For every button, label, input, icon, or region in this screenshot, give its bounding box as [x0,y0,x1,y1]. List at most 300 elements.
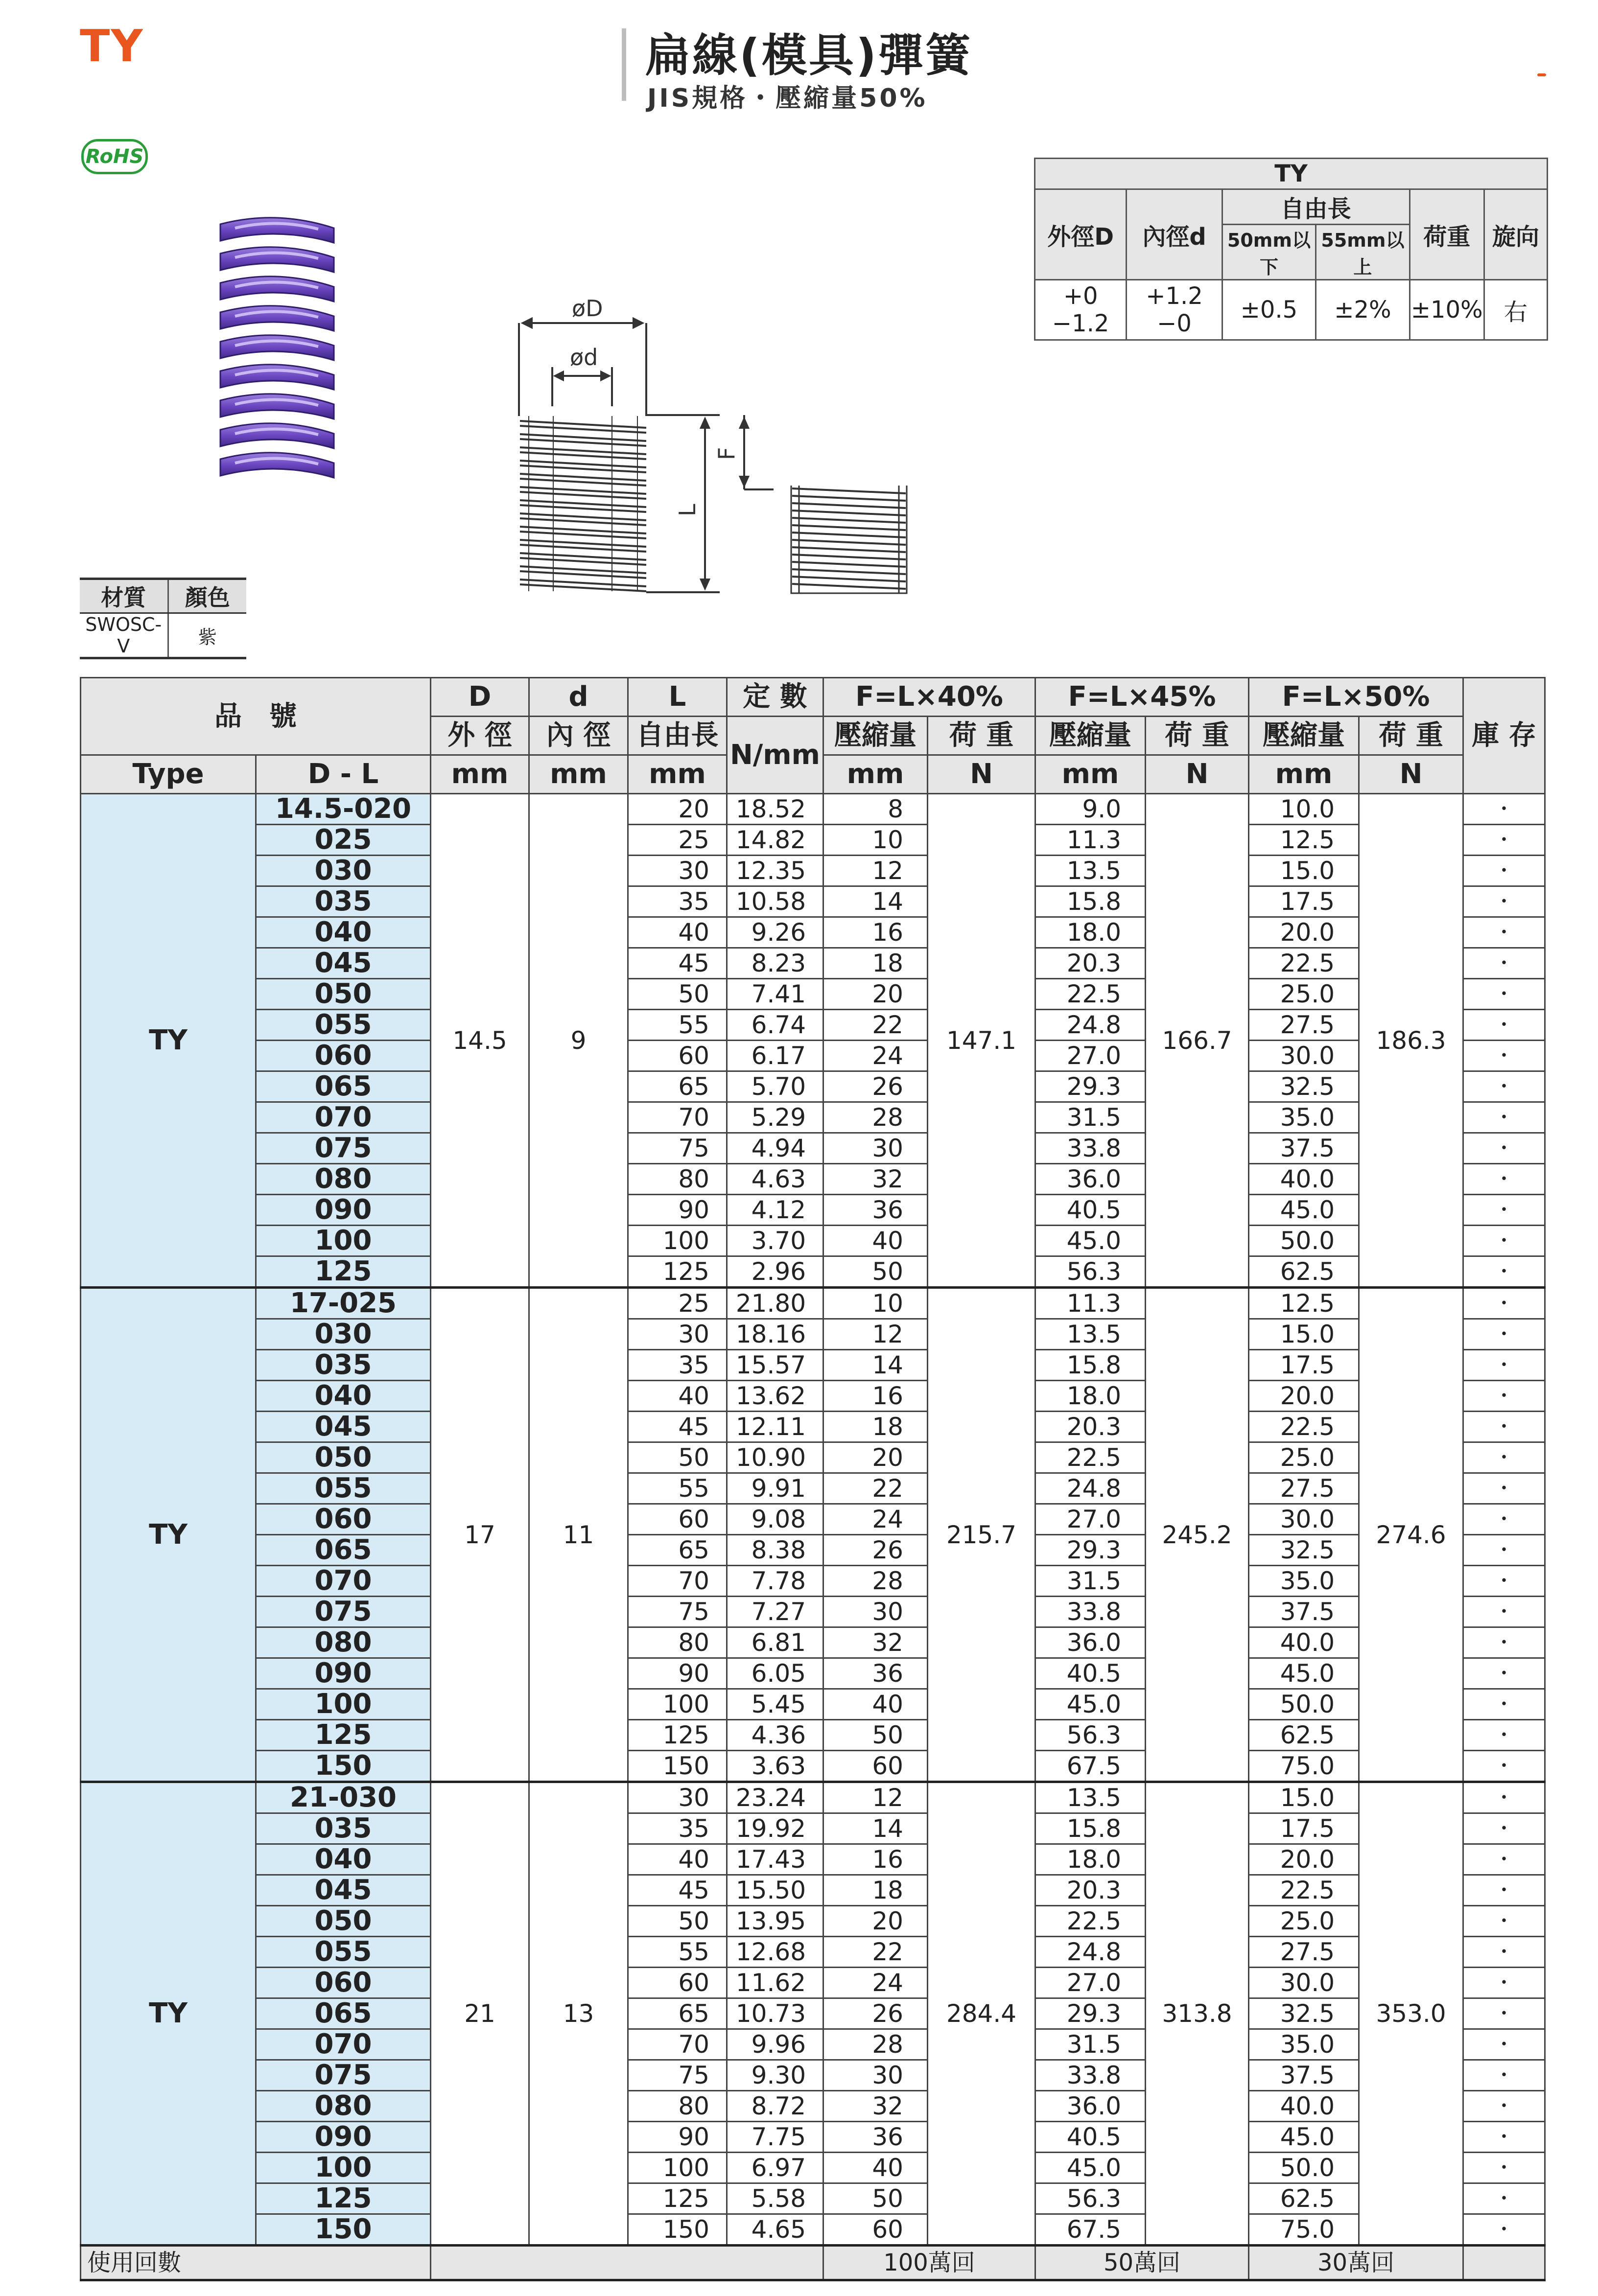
constant-cell: 9.96 [727,2029,823,2060]
f50-comp-cell: 25.0 [1249,979,1359,1010]
f40-comp-cell: 10 [823,825,928,856]
table-row [81,1875,1545,1906]
f40-comp-cell: 20 [823,1442,928,1473]
spring-coil [220,453,334,478]
free-length-cell: 80 [628,2091,727,2122]
f45-comp-cell: 33.8 [1035,1597,1146,1627]
stock-cell: ・ [1463,1412,1545,1442]
part-code-cell: 030 [256,1319,431,1350]
free-length-cell: 60 [628,1968,727,1998]
table-row [81,1844,1545,1875]
tol-free-len-header: 自由長 [1222,189,1410,225]
free-length-cell: 100 [628,2153,727,2183]
free-length-cell: 70 [628,1102,727,1133]
constant-unit-header: N/mm [727,717,823,794]
outer-dia-cell: 21 [431,1782,529,2246]
free-length-cell: 90 [628,2122,727,2153]
part-code-cell: 080 [256,1627,431,1658]
f50-comp-cell: 25.0 [1249,1442,1359,1473]
part-code-cell: 050 [256,1906,431,1937]
stock-cell: ・ [1463,1195,1545,1226]
constant-cell: 3.70 [727,1226,823,1256]
f50-comp-cell: 32.5 [1249,1535,1359,1566]
constant-cell: 8.72 [727,2091,823,2122]
diagram-comp-coil-line [792,540,906,545]
spring-coil [220,423,334,448]
f45-comp-cell: 15.8 [1035,886,1146,917]
stock-cell: ・ [1463,1597,1545,1627]
constant-cell: 15.57 [727,1350,823,1381]
constant-cell: 11.62 [727,1968,823,1998]
f50-comp-cell: 37.5 [1249,2060,1359,2091]
diagram-comp-coil-line [792,562,906,567]
table-row [81,1133,1545,1164]
f45-comp-cell: 18.0 [1035,917,1146,948]
free-length-cell: 55 [628,1473,727,1504]
f40-comp-cell: 40 [823,2153,928,2183]
diagram-comp-coil-line [792,510,906,515]
constant-cell: 5.45 [727,1689,823,1720]
stock-cell: ・ [1463,1319,1545,1350]
part-code-cell: 150 [256,1751,431,1782]
stock-header: 庫 存 [1463,678,1545,794]
part-code-cell: 150 [256,2214,431,2246]
f45-comp-cell: 29.3 [1035,1535,1146,1566]
f50-comp-cell: 75.0 [1249,1751,1359,1782]
stock-cell: ・ [1463,917,1545,948]
tol-outer-value [1035,280,1127,340]
tol-load-value: ±10% [1410,280,1484,340]
f40-comp-cell: 40 [823,1226,928,1256]
stock-cell: ・ [1463,1041,1545,1071]
part-code-cell: 035 [256,886,431,917]
usage-stock-spacer [1463,2246,1545,2280]
diagram-coil-line [520,487,646,499]
inner-dia-cell: 13 [529,1782,628,2246]
page-subtitle: JIS規格・壓縮量50% [647,84,928,113]
stock-cell: ・ [1463,1844,1545,1875]
constant-cell: 14.82 [727,825,823,856]
f40-load-unit: N [928,755,1035,794]
free-length-cell: 80 [628,1627,727,1658]
f50-comp-cell: 27.5 [1249,1010,1359,1041]
f40-comp-cell: 20 [823,979,928,1010]
f40-comp-cell: 50 [823,1256,928,1288]
f45-comp-cell: 13.5 [1035,1782,1146,1813]
free-length-cell: 65 [628,1535,727,1566]
constant-cell: 12.68 [727,1937,823,1968]
tolerance-title: TY [1035,159,1548,189]
diagram-coil-line [520,553,646,565]
f50-comp-cell: 30.0 [1249,1504,1359,1535]
tol-wind-value: 右 [1484,280,1547,340]
free-length-cell: 45 [628,1875,727,1906]
f50-comp-cell: 20.0 [1249,917,1359,948]
stock-cell: ・ [1463,1937,1545,1968]
f40-comp-cell: 16 [823,1381,928,1412]
stock-cell: ・ [1463,1071,1545,1102]
constant-cell: 3.63 [727,1751,823,1782]
f45-comp-cell: 40.5 [1035,2122,1146,2153]
diagram-coil-line [520,513,646,525]
f50-comp-cell: 45.0 [1249,1658,1359,1689]
type-cell: TY [81,1782,256,2246]
stock-cell: ・ [1463,1627,1545,1658]
free-length-cell: 40 [628,1381,727,1412]
f40-comp-cell: 22 [823,1010,928,1041]
outer-dia-cell: 14.5 [431,794,529,1288]
rohs-badge: RoHS [81,139,148,174]
f45-comp-cell: 22.5 [1035,979,1146,1010]
stock-cell: ・ [1463,1133,1545,1164]
f40-comp-cell: 16 [823,1844,928,1875]
diagram-comp-coil-line [792,577,906,581]
part-code-cell: 065 [256,1998,431,2029]
free-length-cell: 20 [628,794,727,825]
f50-comp-cell: 40.0 [1249,1164,1359,1195]
L-unit: mm [628,755,727,794]
f45-load-cell: 245.2 [1146,1288,1249,1782]
f50-comp-cell: 45.0 [1249,2122,1359,2153]
table-row [81,917,1545,948]
part-code-cell: 090 [256,1195,431,1226]
constant-cell: 19.92 [727,1813,823,1844]
f40-comp-cell: 28 [823,1566,928,1597]
free-length-cell: 100 [628,1689,727,1720]
constant-cell: 13.95 [727,1906,823,1937]
f40-comp-cell: 32 [823,1164,928,1195]
f40-comp-cell: 14 [823,1350,928,1381]
f40-comp-cell: 18 [823,948,928,979]
f50-comp-cell: 15.0 [1249,1319,1359,1350]
part-code-cell: 050 [256,979,431,1010]
table-row [81,825,1545,856]
usage-f50: 30萬回 [1249,2246,1463,2280]
f50-comp-cell: 35.0 [1249,2029,1359,2060]
table-row [81,2214,1545,2246]
constant-cell: 13.62 [727,1381,823,1412]
diagram-coil-line [520,447,646,459]
f50-load-cell: 274.6 [1359,1288,1463,1782]
constant-header: 定 數 [727,678,823,717]
f45-comp-cell: 18.0 [1035,1381,1146,1412]
f40-comp-cell: 16 [823,917,928,948]
part-code-cell: 100 [256,1689,431,1720]
part-code-cell: 075 [256,2060,431,2091]
table-row [81,1256,1545,1288]
f45-comp-unit: mm [1035,755,1146,794]
free-length-cell: 30 [628,1782,727,1813]
f40-comp-cell: 40 [823,1689,928,1720]
part-code-cell: 045 [256,1875,431,1906]
f50-comp-cell: 20.0 [1249,1844,1359,1875]
f45-comp-cell: 36.0 [1035,1164,1146,1195]
free-length-cell: 70 [628,1566,727,1597]
constant-cell: 7.27 [727,1597,823,1627]
f40-header: F=L×40% [823,678,1035,717]
f40-load-cell: 147.1 [928,794,1035,1288]
f40-comp-cell: 28 [823,1102,928,1133]
free-length-cell: 70 [628,2029,727,2060]
tol-free-a-value: ±0.5 [1222,280,1316,340]
f40-comp-cell: 36 [823,1195,928,1226]
part-code-cell: 045 [256,948,431,979]
f45-comp-cell: 31.5 [1035,2029,1146,2060]
f50-comp-cell: 62.5 [1249,1256,1359,1288]
table-row [81,1658,1545,1689]
free-length-cell: 125 [628,1720,727,1751]
free-length-cell: 25 [628,825,727,856]
constant-cell: 5.29 [727,1102,823,1133]
tol-free-len-b: 55mm以上 [1316,225,1410,280]
table-row [81,1906,1545,1937]
f50-comp-cell: 27.5 [1249,1937,1359,1968]
free-length-cell: 50 [628,979,727,1010]
free-length-cell: 75 [628,1597,727,1627]
f45-comp-cell: 36.0 [1035,1627,1146,1658]
f45-comp-cell: 45.0 [1035,1226,1146,1256]
f45-comp-cell: 22.5 [1035,1442,1146,1473]
constant-cell: 9.91 [727,1473,823,1504]
f50-comp-cell: 50.0 [1249,1689,1359,1720]
table-row [81,1412,1545,1442]
constant-cell: 6.17 [727,1041,823,1071]
stock-cell: ・ [1463,886,1545,917]
f40-comp-cell: 20 [823,1906,928,1937]
f45-comp-cell: 45.0 [1035,2153,1146,2183]
f50-comp-cell: 27.5 [1249,1473,1359,1504]
tol-inner-value [1127,280,1222,340]
f50-load-cell: 186.3 [1359,794,1463,1288]
f50-comp-cell: 32.5 [1249,1071,1359,1102]
f45-comp-header: 壓縮量 [1035,717,1146,755]
diagram-coil-line [520,527,646,538]
material-value: SWOSC-V [80,613,168,658]
free-length-cell: 150 [628,2214,727,2246]
f50-load-cell: 353.0 [1359,1782,1463,2246]
table-row [81,794,1545,825]
part-number-header: 品 號 [81,678,431,755]
stock-cell: ・ [1463,1689,1545,1720]
diagram-comp-coil-line [792,547,906,552]
constant-cell: 6.05 [727,1658,823,1689]
tol-outer-plus: +0 [1063,282,1098,310]
constant-cell: 5.70 [727,1071,823,1102]
f50-load-header: 荷 重 [1359,717,1463,755]
f40-comp-cell: 32 [823,2091,928,2122]
table-row [81,979,1545,1010]
f40-comp-cell: 36 [823,1658,928,1689]
part-code-cell: 040 [256,1381,431,1412]
free-length-cell: 35 [628,1350,727,1381]
constant-cell: 21.80 [727,1288,823,1319]
free-length-cell: 75 [628,1133,727,1164]
type-cell: TY [81,794,256,1288]
f50-comp-cell: 32.5 [1249,1998,1359,2029]
constant-cell: 6.74 [727,1010,823,1041]
material-table [80,578,246,659]
table-row [81,1350,1545,1381]
f40-comp-cell: 30 [823,2060,928,2091]
dl-header: D - L [256,755,431,794]
f50-comp-cell: 35.0 [1249,1102,1359,1133]
spring-coil [220,277,334,301]
f45-load-unit: N [1146,755,1249,794]
table-row [81,2153,1545,2183]
inner-dia-cell: 9 [529,794,628,1288]
inner-dia-cell: 11 [529,1288,628,1782]
free-length-cell: 40 [628,1844,727,1875]
diagram-inner-d-label: ød [570,344,598,371]
title-divider [622,28,626,101]
table-row [81,1319,1545,1350]
usage-count-label: 使用回數 [81,2246,431,2280]
f45-comp-cell: 24.8 [1035,1473,1146,1504]
table-row [81,948,1545,979]
diagram-coil-line [520,421,646,433]
table-row [81,1010,1545,1041]
stock-cell: ・ [1463,2060,1545,2091]
stock-cell: ・ [1463,794,1545,825]
f45-comp-cell: 56.3 [1035,1256,1146,1288]
f45-comp-cell: 9.0 [1035,794,1146,825]
stock-cell: ・ [1463,1102,1545,1133]
f45-comp-cell: 29.3 [1035,1071,1146,1102]
f45-comp-cell: 40.5 [1035,1195,1146,1226]
free-length-cell: 90 [628,1195,727,1226]
constant-cell: 23.24 [727,1782,823,1813]
free-length-cell: 125 [628,1256,727,1288]
stock-cell: ・ [1463,825,1545,856]
f50-comp-cell: 75.0 [1249,2214,1359,2246]
part-code-cell: 030 [256,856,431,886]
f40-comp-cell: 18 [823,1875,928,1906]
f40-comp-header: 壓縮量 [823,717,928,755]
table-row [81,2183,1545,2214]
part-code-cell: 060 [256,1968,431,1998]
f50-comp-cell: 50.0 [1249,1226,1359,1256]
f40-load-header: 荷 重 [928,717,1035,755]
f45-comp-cell: 56.3 [1035,1720,1146,1751]
part-code-cell: 125 [256,2183,431,2214]
f50-comp-cell: 40.0 [1249,1627,1359,1658]
diagram-coil-line [520,461,646,472]
f50-comp-cell: 10.0 [1249,794,1359,825]
f40-comp-cell: 60 [823,1751,928,1782]
stock-cell: ・ [1463,979,1545,1010]
table-row [81,1627,1545,1658]
f40-load-cell: 215.7 [928,1288,1035,1782]
part-code-cell: 040 [256,917,431,948]
free-length-cell: 30 [628,856,727,886]
f50-load-unit: N [1359,755,1463,794]
free-length-cell: 30 [628,1319,727,1350]
part-code-cell: 080 [256,1164,431,1195]
f50-comp-cell: 40.0 [1249,2091,1359,2122]
f50-comp-cell: 22.5 [1249,1412,1359,1442]
part-code-cell: 070 [256,2029,431,2060]
f45-load-header: 荷 重 [1146,717,1249,755]
f50-comp-cell: 62.5 [1249,2183,1359,2214]
usage-spacer [431,2246,823,2280]
free-length-cell: 35 [628,1813,727,1844]
f45-comp-cell: 27.0 [1035,1504,1146,1535]
f50-comp-cell: 37.5 [1249,1133,1359,1164]
free-length-cell: 40 [628,917,727,948]
free-length-cell: 75 [628,2060,727,2091]
table-row [81,1195,1545,1226]
diagram-comp-coil-line [792,518,906,523]
f45-comp-cell: 31.5 [1035,1102,1146,1133]
part-code-cell: 125 [256,1256,431,1288]
f50-comp-cell: 17.5 [1249,1813,1359,1844]
tol-inner-plus: +1.2 [1146,282,1203,310]
f40-comp-cell: 22 [823,1473,928,1504]
table-row [81,1288,1545,1319]
f50-comp-cell: 15.0 [1249,856,1359,886]
constant-cell: 7.41 [727,979,823,1010]
stock-cell: ・ [1463,1658,1545,1689]
f40-comp-cell: 26 [823,1071,928,1102]
spring-coil [220,247,334,272]
part-code-cell: 17-025 [256,1288,431,1319]
type-cell: TY [81,1288,256,1782]
part-code-cell: 040 [256,1844,431,1875]
free-length-cell: 50 [628,1442,727,1473]
d-header: d [529,678,628,717]
constant-cell: 4.36 [727,1720,823,1751]
diagram-comp-coil-line [792,488,906,493]
part-code-cell: 075 [256,1597,431,1627]
table-row [81,856,1545,886]
stock-cell: ・ [1463,1720,1545,1751]
spring-diagram [499,274,930,617]
f45-comp-cell: 22.5 [1035,1906,1146,1937]
diagram-coil-line [520,566,646,578]
f50-header: F=L×50% [1249,678,1463,717]
constant-cell: 8.38 [727,1535,823,1566]
part-code-cell: 125 [256,1720,431,1751]
table-row [81,2029,1545,2060]
tol-outer-minus: −1.2 [1052,310,1109,337]
tol-outer-header: 外徑D [1035,189,1127,280]
constant-cell: 4.63 [727,1164,823,1195]
constant-cell: 4.12 [727,1195,823,1226]
f45-header: F=L×45% [1035,678,1249,717]
f40-comp-cell: 12 [823,856,928,886]
stock-cell: ・ [1463,1751,1545,1782]
stock-cell: ・ [1463,1473,1545,1504]
table-row [81,2122,1545,2153]
outer-dia-header: 外 徑 [431,717,529,755]
part-code-cell: 050 [256,1442,431,1473]
table-row [81,1968,1545,1998]
stock-cell: ・ [1463,1010,1545,1041]
tol-free-len-a: 50mm以下 [1222,225,1316,280]
f45-comp-cell: 20.3 [1035,948,1146,979]
table-row [81,1998,1545,2029]
stock-cell: ・ [1463,2214,1545,2246]
stock-cell: ・ [1463,1504,1545,1535]
diagram-coil-line [520,500,646,512]
tolerance-table [1034,158,1548,341]
brand-label: TY [80,21,144,72]
diagram-coil-line [520,434,646,446]
f45-comp-cell: 67.5 [1035,1751,1146,1782]
f45-comp-cell: 67.5 [1035,2214,1146,2246]
table-row [81,1720,1545,1751]
f45-comp-cell: 36.0 [1035,2091,1146,2122]
